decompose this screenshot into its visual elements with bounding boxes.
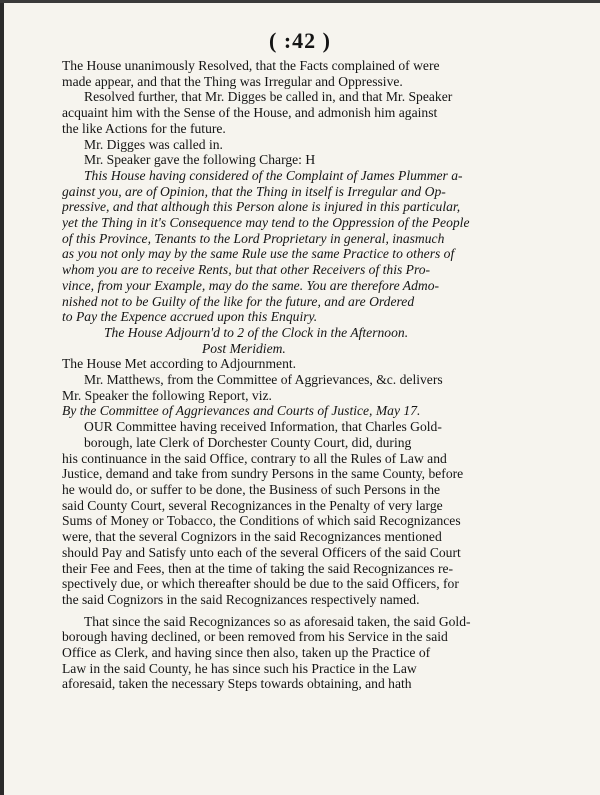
text-line: to Pay the Expence accrued upon this Enquiry.	[62, 309, 318, 325]
section-heading: Post Meridiem.	[202, 340, 286, 356]
text-line: Mr. Speaker gave the following Charge: H	[84, 152, 316, 168]
text-line: Sums of Money or Tobacco, the Conditions of which said Recognizances	[62, 513, 461, 529]
text-line: Law in the said County, he has since such his Practice in the Law	[62, 660, 417, 676]
text-line: the like Actions for the future.	[62, 120, 226, 136]
text-line: vince, from your Example, may do the same. You are therefore Admo-	[62, 277, 440, 293]
body-text	[62, 58, 584, 692]
text-line: Mr. Digges was called in.	[84, 136, 223, 152]
text-line: said County Court, several Recognizances in the Penalty of very large	[62, 497, 443, 513]
text-line: gainst you, are of Opinion, that the Thing in itself is Irregular and Op-	[62, 183, 446, 199]
text-line: borough, late Clerk of Dorchester County Court, did, during	[84, 434, 412, 450]
text-line: aforesaid, taken the necessary Steps towards obtaining, and hath	[62, 676, 412, 692]
text-line: The House unanimously Resolved, that the Facts complained of were	[62, 58, 440, 73]
text-line: Justice, demand and take from sundry Persons in the same County, before	[62, 466, 464, 482]
text-line: were, that the several Cognizors in the said Recognizances mentioned	[62, 529, 442, 545]
text-line: This House having considered of the Complaint of James Plummer a-	[84, 167, 463, 183]
text-line: acquaint him with the Sense of the House, and admonish him against	[62, 105, 438, 121]
page-number: ( :42 )	[269, 28, 331, 53]
text-line: his continuance in the said Office, contrary to all the Rules of Law and	[62, 450, 447, 466]
scan-border-top	[0, 0, 600, 3]
text-line: he would do, or suffer to be done, the Business of such Persons in the	[62, 481, 441, 497]
text-line: pressive, and that although this Person alone is injured in this particular,	[62, 199, 461, 215]
text-line: Resolved further, that Mr. Digges be called in, and that Mr. Speaker	[84, 89, 453, 105]
text-line: nished not to be Guilty of the like for the future, and are Ordered	[62, 293, 415, 309]
text-line: whom you are to receive Rents, but that other Receivers of this Pro-	[62, 262, 431, 278]
text-line: borough having declined, or been removed from his Service in the said	[62, 629, 448, 645]
text-line: spectively due, or which thereafter should be due to the said Officers, for	[62, 576, 459, 592]
text-line: of this Province, Tenants to the Lord Proprietary in general, inasmuch	[62, 230, 445, 246]
text-line: as you not only may by the same Rule use the same Practice to others of	[62, 246, 455, 262]
text-line: their Fee and Fees, then at the time of taking the said Recognizances re-	[62, 560, 454, 576]
text-line: Mr. Matthews, from the Committee of Aggrievances, &c. delivers	[84, 372, 443, 388]
text-line: made appear, and that the Thing was Irregular and Oppressive.	[62, 73, 403, 89]
text-line: The House Adjourn'd to 2 of the Clock in the Afternoon.	[104, 324, 409, 340]
report-heading: By the Committee of Aggrievances and Courts of Justice, May 17.	[62, 403, 421, 419]
text-line: OUR Committee having received Information, that Charles Gold-	[84, 419, 442, 435]
text-line: That since the said Recognizances so as aforesaid taken, the said Gold-	[84, 613, 471, 629]
text-line: should Pay and Satisfy unto each of the several Officers of the said Court	[62, 544, 461, 560]
text-line: the said Cognizors in the said Recognizances respectively named.	[62, 591, 420, 607]
text-line: Mr. Speaker the following Report, viz.	[62, 387, 272, 403]
scan-border-left	[0, 0, 4, 795]
text-line: yet the Thing in it's Consequence may tend to the Oppression of the People	[62, 215, 470, 231]
text-line: The House Met according to Adjournment.	[62, 356, 297, 372]
text-line: Office as Clerk, and having since then also, taken up the Practice of	[62, 645, 431, 661]
